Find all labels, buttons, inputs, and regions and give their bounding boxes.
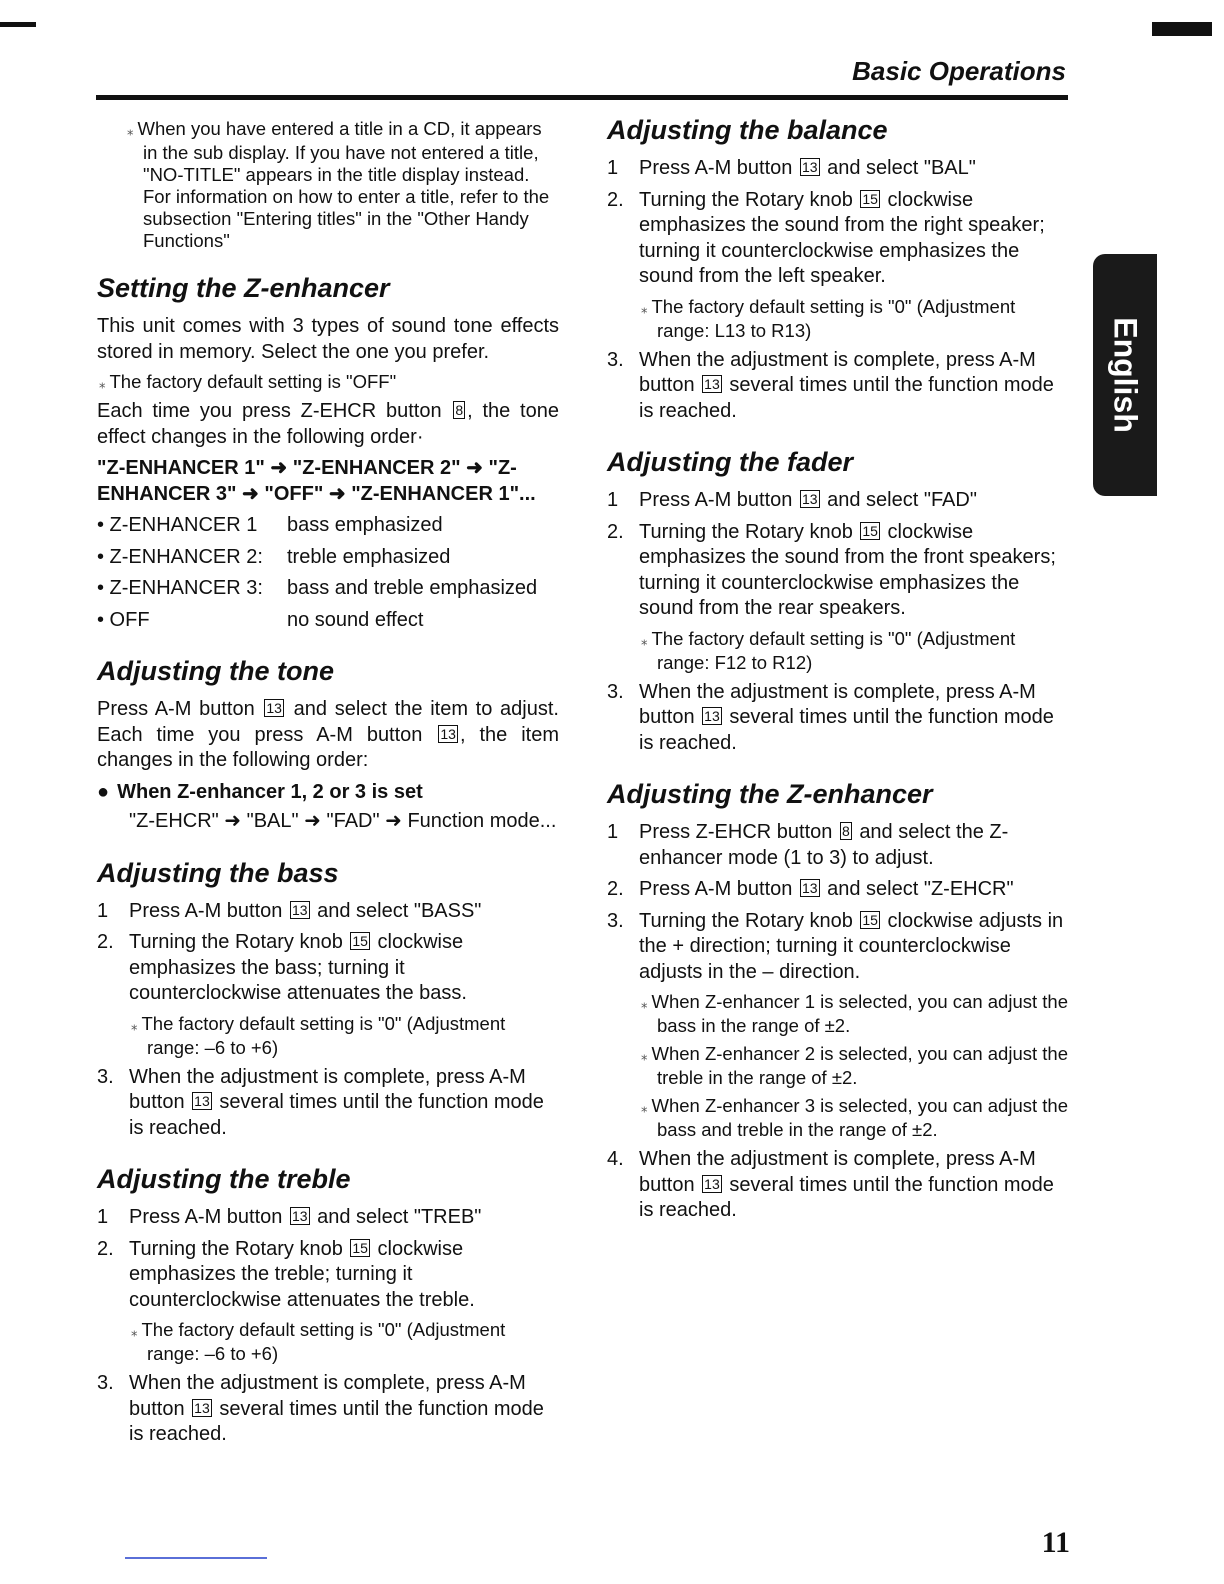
section-heading: Adjusting the fader xyxy=(607,447,854,477)
step xyxy=(607,520,1069,674)
section-heading: Adjusting the tone xyxy=(97,656,334,686)
bullet-item xyxy=(97,608,559,634)
button-number-box: 13 xyxy=(194,1093,210,1109)
note-text: The factory default setting is "0" (Adjustment range: F12 to R12) xyxy=(651,627,1016,673)
text: Press Z-EHCR button xyxy=(639,821,833,843)
note-mark: ⁎ xyxy=(131,1324,138,1339)
button-number-box: 13 xyxy=(801,880,818,896)
text: and select the Z-enhancer mode (1 to 3) to adjust. xyxy=(639,821,1009,869)
step-number: 2. xyxy=(97,1237,114,1260)
button-number-box: 13 xyxy=(704,708,720,724)
steps-list xyxy=(607,820,1069,1224)
step xyxy=(607,188,1069,342)
step xyxy=(607,909,1069,1142)
section-heading: Adjusting the balance xyxy=(607,115,888,145)
section-heading: Setting the Z-enhancer xyxy=(97,273,390,303)
button-number-box: 15 xyxy=(862,911,878,928)
text: clockwise emphasizes the bass; turning it counterclockwise attenuates the bass. xyxy=(129,931,467,1004)
step-number: 2. xyxy=(607,188,624,211)
bullet-key: • Z-ENHANCER 3: xyxy=(97,577,263,599)
text: Turning the Rotary knob xyxy=(639,520,853,543)
button-number-box: 13 xyxy=(704,376,720,392)
step-number: 4. xyxy=(607,1148,624,1170)
button-number-box: 13 xyxy=(440,725,456,742)
step-number: 3. xyxy=(97,1372,114,1394)
button-number-box: 13 xyxy=(194,1399,210,1416)
right-column xyxy=(607,114,1069,1246)
language-tab-label: English xyxy=(1107,317,1144,433)
step-number: 3. xyxy=(97,1065,114,1088)
bullet-item xyxy=(97,545,559,571)
text: , the item changes in the following order: xyxy=(97,723,559,771)
note-mark: ⁎ xyxy=(641,1100,648,1115)
step xyxy=(607,156,1069,182)
steps-list xyxy=(97,1205,559,1448)
text: , the tone effect changes in the following order· xyxy=(97,400,559,448)
text: and select "Z-EHCR" xyxy=(827,878,1014,900)
step xyxy=(607,820,1069,871)
steps-list xyxy=(97,899,559,1142)
text: several times until the function mode is reached. xyxy=(129,1397,544,1445)
step-number: 1 xyxy=(97,1206,109,1228)
text: several times until the function mode is reached. xyxy=(639,706,1054,754)
left-column xyxy=(97,114,559,1470)
step-number: 2. xyxy=(97,931,114,953)
note-text: The factory default setting is "OFF" xyxy=(109,371,397,392)
button-number-box: 15 xyxy=(352,933,368,949)
mode-order: "Z-ENHANCER 1" ➜ "Z-ENHANCER 2" ➜ "Z-ENHANCER 3" ➜ "OFF" ➜ "Z-ENHANCER 1"... xyxy=(97,457,536,505)
text: Turning the Rotary knob xyxy=(129,931,343,953)
mode-sequence: "Z-EHCR" ➜ "BAL" ➜ "FAD" ➜ Function mode... xyxy=(129,810,557,832)
intro-note xyxy=(125,118,559,252)
text: and select "BAL" xyxy=(827,157,976,179)
step xyxy=(97,899,559,925)
button-number-box: 13 xyxy=(704,1175,720,1192)
paragraph: This unit comes with 3 types of sound tone effects stored in memory. Select the one you prefer. xyxy=(97,315,559,363)
text: several times until the function mode is reached. xyxy=(639,1173,1054,1221)
default-note xyxy=(639,296,1069,342)
step xyxy=(607,877,1069,903)
bullet-key: • Z-ENHANCER 1 xyxy=(97,514,258,536)
range-note xyxy=(639,991,1069,1037)
step-number: 2. xyxy=(607,878,624,900)
note-mark: ⁎ xyxy=(99,376,106,391)
crop-mark-right xyxy=(1152,22,1212,36)
section-setting-zenhancer xyxy=(97,272,559,633)
bullet-key: • Z-ENHANCER 2: xyxy=(97,545,263,568)
section-adjusting-balance xyxy=(607,114,1069,424)
step-number: 3. xyxy=(607,348,624,371)
paragraph xyxy=(97,697,559,774)
section-heading: Adjusting the Z-enhancer xyxy=(607,779,933,809)
step-number: 1 xyxy=(97,899,109,922)
text: Press A-M button xyxy=(129,899,283,922)
note-mark: ⁎ xyxy=(131,1017,138,1033)
running-header: Basic Operations xyxy=(852,56,1066,86)
bullet-item xyxy=(97,513,559,539)
button-number-box: 13 xyxy=(801,159,818,175)
section-heading: Adjusting the treble xyxy=(97,1164,351,1194)
crop-mark-left xyxy=(0,22,36,27)
note-text: The factory default setting is "0" (Adjustment range: –6 to +6) xyxy=(141,1012,506,1058)
text: Press A-M button xyxy=(639,489,793,511)
note-text: When Z-enhancer 2 is selected, you can adjust the treble in the range of ±2. xyxy=(651,1043,1068,1088)
text: Turning the Rotary knob xyxy=(639,188,853,211)
default-note xyxy=(639,628,1069,674)
step-number: 1 xyxy=(607,489,619,511)
text: clockwise emphasizes the sound from the front speakers; turning it counterclockwise emphasizes the sound from the rear speakers. xyxy=(639,520,1056,619)
step xyxy=(97,1205,559,1231)
text: Each time you press Z-EHCR button xyxy=(97,400,442,422)
step xyxy=(97,1065,559,1142)
section-adjusting-zenhancer xyxy=(607,778,1069,1224)
step xyxy=(97,1371,559,1448)
button-number-box: 15 xyxy=(862,522,878,539)
text: clockwise adjusts in the + direction; turning it counterclockwise adjusts in the – direction. xyxy=(639,909,1064,983)
section-adjusting-fader xyxy=(607,446,1069,756)
text: When the adjustment is complete, press A-M button xyxy=(639,348,1036,396)
text: Turning the Rotary knob xyxy=(639,909,853,932)
button-number-box: 13 xyxy=(291,901,308,918)
page-number: 11 xyxy=(1041,1526,1070,1559)
button-number-box: 8 xyxy=(455,402,464,418)
text: and select the item to adjust. Each time you press A-M button xyxy=(97,698,559,746)
step-number: 3. xyxy=(607,680,624,703)
steps-list xyxy=(607,488,1069,756)
button-number-box: 13 xyxy=(801,491,818,507)
default-note xyxy=(129,1319,559,1365)
text: When the adjustment is complete, press A-M button xyxy=(639,680,1036,728)
text: several times until the function mode is reached. xyxy=(639,374,1054,422)
note-text: The factory default setting is "0" (Adjustment range: L13 to R13) xyxy=(651,295,1016,341)
text: When the adjustment is complete, press A-M button xyxy=(129,1372,526,1420)
note-mark: ⁎ xyxy=(641,632,648,648)
bullet-item xyxy=(97,576,559,602)
bullet-value: bass and treble emphasized xyxy=(287,577,538,599)
note-text: When Z-enhancer 1 is selected, you can adjust the bass in the range of ±2. xyxy=(651,991,1068,1036)
step-number: 2. xyxy=(607,520,624,543)
intro-note-text: When you have entered a title in a CD, it appears in the sub display. If you have not entered a title, "NO-TITLE" appears in the title display instead. For information on how to enter a title, refer to the subsection "Entering titles" in the "Other Handy Functions" xyxy=(137,118,550,251)
text: Press A-M button xyxy=(129,1206,283,1228)
bullet-key: • OFF xyxy=(97,608,150,631)
range-note xyxy=(639,1043,1069,1089)
text: clockwise emphasizes the treble; turning it counterclockwise attenuates the treble. xyxy=(129,1237,475,1311)
step xyxy=(607,680,1069,757)
text: When the adjustment is complete, press A-M button xyxy=(129,1065,526,1113)
note-text: When Z-enhancer 3 is selected, you can adjust the bass and treble in the range of ±2. xyxy=(651,1095,1068,1140)
note-mark: ⁎ xyxy=(641,996,648,1011)
text: When the adjustment is complete, press A-M button xyxy=(639,1148,1036,1196)
note-mark: ⁎ xyxy=(127,123,134,138)
step xyxy=(607,1147,1069,1224)
bullet-value: bass emphasized xyxy=(287,514,443,536)
button-number-box: 15 xyxy=(862,190,878,207)
section-adjusting-treble xyxy=(97,1163,559,1448)
text: Press A-M button xyxy=(639,157,793,179)
text: and select "TREB" xyxy=(317,1206,482,1228)
section-adjusting-bass xyxy=(97,857,559,1142)
button-number-box: 15 xyxy=(352,1239,368,1256)
note-mark: ⁎ xyxy=(641,300,648,316)
text: several times until the function mode is reached. xyxy=(129,1091,544,1139)
text: Press A-M button xyxy=(639,878,793,900)
bullet-value: no sound effect xyxy=(287,608,424,631)
condition-heading: ● When Z-enhancer 1, 2 or 3 is set xyxy=(97,780,559,806)
step xyxy=(607,488,1069,514)
range-note xyxy=(639,1095,1069,1141)
bullet-value: treble emphasized xyxy=(287,545,451,568)
text: and select "FAD" xyxy=(827,489,977,511)
section-adjusting-tone xyxy=(97,655,559,835)
language-tab xyxy=(1093,254,1157,496)
steps-list xyxy=(607,156,1069,424)
default-note xyxy=(97,371,559,395)
paragraph xyxy=(97,399,559,450)
step xyxy=(97,930,559,1059)
text: and select "BASS" xyxy=(317,899,482,922)
footer-rule xyxy=(125,1557,267,1559)
text: Press A-M button xyxy=(97,698,255,720)
section-heading: Adjusting the bass xyxy=(97,857,339,888)
header-rule xyxy=(96,95,1068,100)
step xyxy=(97,1237,559,1366)
step-number: 3. xyxy=(607,909,624,932)
step xyxy=(607,348,1069,425)
text: Turning the Rotary knob xyxy=(129,1237,343,1260)
button-number-box: 13 xyxy=(266,700,282,716)
button-number-box: 13 xyxy=(291,1208,308,1224)
text: clockwise emphasizes the sound from the right speaker; turning it counterclockwise emphasizes the sound from the left speaker. xyxy=(639,188,1045,287)
note-mark: ⁎ xyxy=(641,1048,648,1063)
step-number: 1 xyxy=(607,157,619,179)
default-note xyxy=(129,1013,559,1059)
step-number: 1 xyxy=(607,821,619,843)
note-text: The factory default setting is "0" (Adjustment range: –6 to +6) xyxy=(141,1319,506,1364)
button-number-box: 8 xyxy=(841,823,850,839)
